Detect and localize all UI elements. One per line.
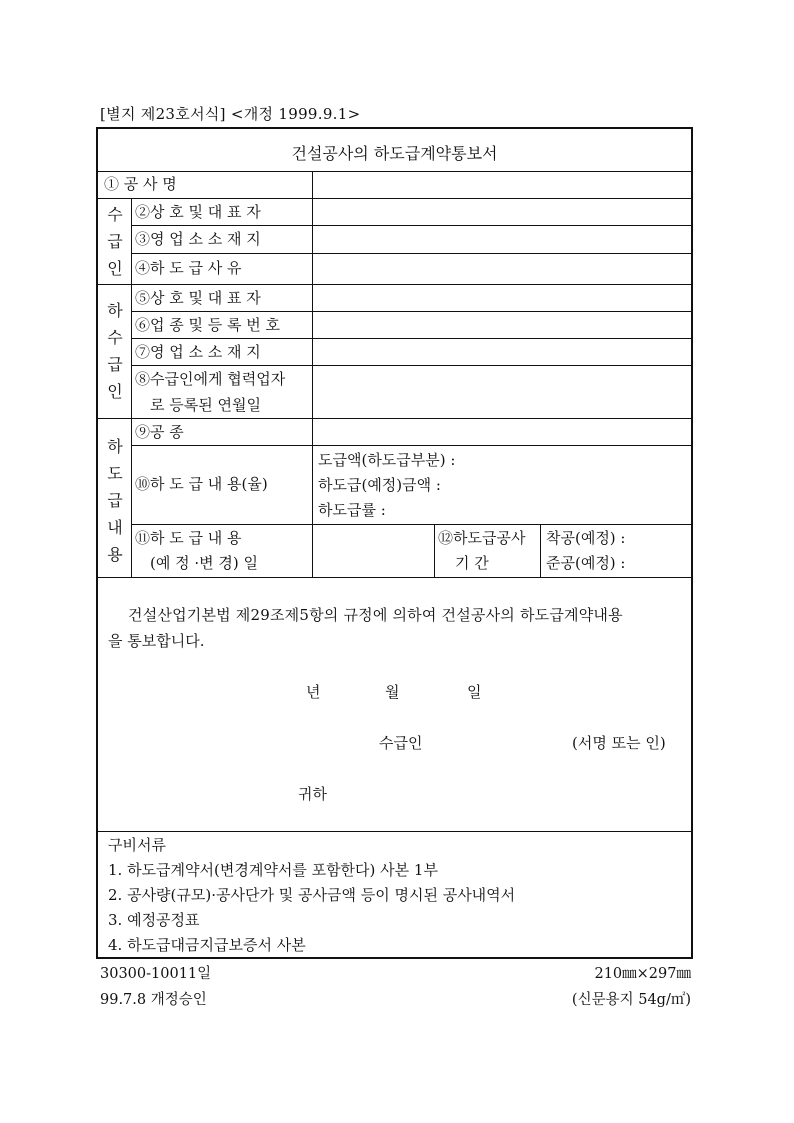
- end-date-label[interactable]: 준공(예정) :: [546, 554, 626, 572]
- business-registration-label: ⑥업 종 및 등 록 번 호: [135, 316, 281, 334]
- subcontract-amount-label: ⑩하 도 급 내 용(율): [135, 475, 268, 493]
- divider: [131, 198, 132, 577]
- form-code: 30300-10011일: [100, 966, 212, 982]
- subcontract-date-field[interactable]: [314, 525, 433, 576]
- divider: [434, 524, 435, 577]
- date-year: 년: [306, 683, 321, 701]
- subcontractor-name-field[interactable]: [314, 285, 690, 310]
- notice-text: 건설산업기본법 제29조제5항의 규정에 의하여 건설공사의 하도급계약내용: [128, 606, 623, 624]
- content-group-label: 하 도 급 내 용: [107, 437, 123, 564]
- divider: [131, 445, 691, 446]
- subcontract-amount-text: 하도급(예정)금액 :: [318, 476, 441, 494]
- start-date-label[interactable]: 착공(예정) :: [546, 529, 626, 547]
- signature-label[interactable]: (서명 또는 인): [572, 734, 666, 752]
- form-number-note: [별지 제23호서식] <개정 1999.9.1>: [100, 105, 361, 123]
- approval-date: 99.7.8 개정승인: [100, 992, 207, 1008]
- construction-period-label: ⑫하도급공사: [438, 529, 526, 547]
- contract-amount-text: 도급액(하도급부분) :: [318, 451, 456, 469]
- document-item: 4. 하도급대금지급보증서 사본: [108, 936, 306, 954]
- document-item: 1. 하도급계약서(변경계약서를 포함한다) 사본 1부: [108, 861, 438, 879]
- date-month: 월: [385, 683, 400, 701]
- receiver-name-label: ②상 호 및 대 표 자: [135, 203, 261, 221]
- subcontract-rate-text: 하도급률 :: [318, 501, 386, 519]
- divider: [312, 171, 313, 577]
- recipient-label: 귀하: [298, 785, 327, 803]
- partner-registration-label: ⑧수급인에게 협력업자: [135, 370, 286, 388]
- receiver-address-label: ③영 업 소 소 재 지: [135, 230, 261, 248]
- subcontract-reason-label: ④하 도 급 사 유: [135, 259, 242, 277]
- subcontract-date-label-cont: (예 정 ·변 경) 일: [150, 554, 258, 572]
- receiver-name-field[interactable]: [314, 199, 690, 224]
- document-item: 2. 공사량(규모)·공사단가 및 공사금액 등이 명시된 공사내역서: [108, 886, 516, 904]
- divider: [98, 577, 691, 578]
- business-registration-field[interactable]: [314, 312, 690, 337]
- notification-form: [96, 127, 693, 959]
- work-type-field[interactable]: [314, 419, 690, 444]
- divider: [540, 524, 541, 577]
- partner-registration-field[interactable]: [314, 366, 690, 417]
- work-type-label: ⑨공 종: [135, 423, 184, 441]
- partner-registration-label-cont: 로 등록된 연월일: [150, 396, 261, 414]
- paper-type: (신문용지 54g/㎡): [571, 992, 691, 1008]
- receiver-address-field[interactable]: [314, 226, 690, 252]
- divider: [98, 831, 691, 832]
- subcontractor-group-label: 하 수 급 인: [107, 301, 123, 401]
- signer-label: 수급인: [379, 734, 423, 752]
- notice-text-cont: 을 통보합니다.: [108, 632, 205, 650]
- form-title: 건설공사의 하도급계약통보서: [291, 144, 498, 163]
- subcontract-date-label: ⑪하 도 급 내 용: [135, 529, 242, 547]
- project-name-field[interactable]: [314, 172, 690, 197]
- subcontractor-address-label: ⑦영 업 소 소 재 지: [135, 343, 261, 361]
- project-name-label: ① 공 사 명: [104, 175, 177, 193]
- receiver-group-label: 수 급 인: [107, 205, 123, 278]
- subcontract-reason-field[interactable]: [314, 254, 690, 283]
- subcontractor-name-label: ⑤상 호 및 대 표 자: [135, 289, 261, 307]
- paper-size: 210㎜×297㎜: [594, 966, 691, 982]
- document-item: 3. 예정공정표: [108, 911, 200, 929]
- construction-period-label-cont: 기 간: [455, 554, 489, 572]
- subcontractor-address-field[interactable]: [314, 339, 690, 364]
- date-day: 일: [467, 683, 482, 701]
- required-documents-title: 구비서류: [108, 836, 166, 854]
